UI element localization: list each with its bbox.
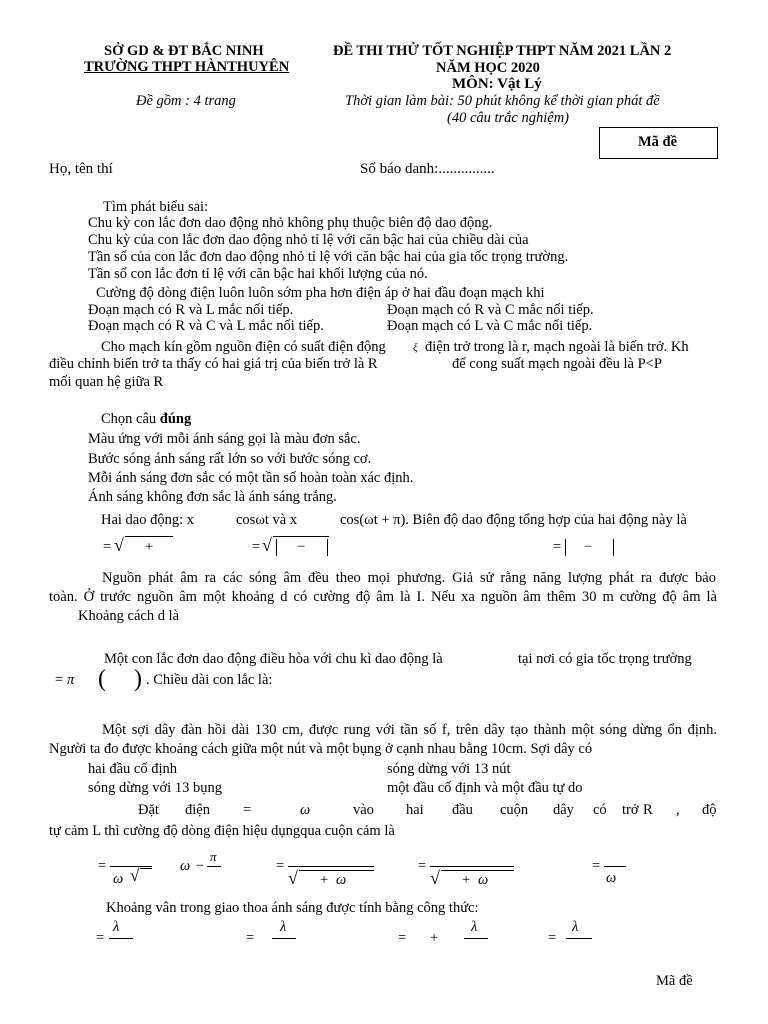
candidate-name-label: Họ, tên thí bbox=[49, 161, 113, 177]
answer-option: Đoạn mạch có L và C mắc nối tiếp. bbox=[387, 318, 593, 334]
question-word: dây bbox=[553, 802, 574, 818]
minus-sign: − bbox=[584, 539, 593, 555]
question-stem: Cường độ dòng điện luôn luôn sớm pha hơn điện áp ở hai đầu đoạn mạch khi bbox=[96, 285, 545, 301]
answer-option: Chu kỳ con lắc đơn dao động nhỏ không phụ thuộc biên độ dao động. bbox=[88, 215, 493, 231]
sqrt-symbol: √ bbox=[288, 868, 298, 888]
lambda-symbol: λ bbox=[113, 919, 120, 935]
paren-left: ( bbox=[98, 666, 106, 692]
question-text: toàn. Ở trước nguồn âm một khoảng d có cường độ âm là I. Nếu xa nguồn âm thêm 30 m cường độ âm là bbox=[49, 589, 717, 605]
answer-option: sóng dừng với 13 nút bbox=[387, 761, 511, 777]
answer-option: một đầu cố định và một đầu tự do bbox=[387, 780, 583, 796]
equals-sign: = bbox=[246, 930, 255, 946]
school-year: NĂM HỌC 2020 bbox=[436, 60, 540, 76]
paren-right: ) bbox=[134, 666, 142, 692]
answer-option: hai đầu cố định bbox=[88, 761, 177, 777]
question-word: độ bbox=[702, 802, 717, 818]
abs-bar bbox=[565, 539, 566, 556]
question-word: điện bbox=[185, 802, 210, 818]
equals-sign: = bbox=[252, 539, 261, 555]
plus-sign: + bbox=[462, 872, 471, 888]
question-word: vào bbox=[353, 802, 374, 818]
sqrt-symbol: √ bbox=[114, 535, 124, 555]
answer-option: Màu ứng với mỗi ánh sáng gọi là màu đơn sắc. bbox=[88, 431, 361, 447]
fraction-bar bbox=[430, 866, 514, 867]
question-text: Một sợi dây đàn hồi dài 130 cm, được rung với tần số f, trên dây tạo thành một sóng dừng ổn định. bbox=[102, 722, 717, 738]
question-text: Khoảng cách d là bbox=[78, 608, 180, 624]
question-text: cosωt và x bbox=[236, 512, 298, 528]
question-word: , bbox=[676, 802, 680, 818]
plus-sign: + bbox=[430, 930, 439, 946]
answer-option: Chu kỳ của con lắc đơn dao động nhỏ tỉ lệ với căn bậc hai của chiều dài của bbox=[88, 232, 529, 248]
question-text: mối quan hệ giữa R bbox=[49, 374, 164, 390]
omega-symbol: ω bbox=[336, 872, 347, 888]
question-word: ω bbox=[300, 802, 311, 818]
question-word: đầu bbox=[452, 802, 473, 818]
answer-option: Ánh sáng không đơn sắc là ánh sáng trắng. bbox=[88, 489, 337, 505]
question-word: hai bbox=[406, 802, 424, 818]
sqrt-symbol: √ bbox=[130, 866, 140, 885]
equals-sign: = bbox=[398, 930, 407, 946]
answer-option: sóng dừng với 13 bụng bbox=[88, 780, 222, 796]
minus-sign: − bbox=[196, 858, 205, 874]
fraction-bar bbox=[272, 938, 296, 939]
question-text: Nguồn phát âm ra các sóng âm đều theo mọi phương. Giả sử rằng năng lượng phát ra được bảo bbox=[102, 570, 716, 586]
question-word: Đặt bbox=[138, 802, 159, 818]
question-text: Cho mạch kín gồm nguồn điện có suất điện động bbox=[101, 339, 386, 355]
omega-symbol: ω bbox=[113, 871, 124, 887]
question-text: Hai dao động: x bbox=[101, 512, 195, 528]
fraction-bar bbox=[604, 866, 626, 867]
pi-symbol: π bbox=[67, 672, 75, 688]
equals-sign: = bbox=[592, 858, 601, 874]
lambda-symbol: λ bbox=[280, 919, 287, 935]
plus-sign: + bbox=[320, 872, 329, 888]
abs-bar bbox=[327, 539, 328, 556]
question-stem: Chọn câu đúng bbox=[101, 411, 192, 427]
sqrt-symbol: √ bbox=[262, 535, 272, 555]
answer-option: Bước sóng ánh sáng rất lớn so với bước sóng cơ. bbox=[88, 451, 372, 467]
fraction-bar bbox=[464, 938, 488, 939]
emf-symbol: ξ bbox=[413, 342, 418, 354]
exam-code-box bbox=[599, 127, 718, 159]
question-word: có bbox=[593, 802, 607, 818]
fraction-bar bbox=[207, 866, 221, 867]
question-count: (40 câu trắc nghiệm) bbox=[447, 110, 570, 126]
question-stem: Tìm phát biểu sai: bbox=[103, 199, 209, 215]
exam-title: ĐỀ THI THỬ TỐT NGHIỆP THPT NĂM 2021 LẦN 2 bbox=[333, 43, 672, 59]
question-text: điện trở trong là r, mạch ngoài là biến trở. Kh bbox=[425, 339, 689, 355]
question-text: . Chiều dài con lắc là: bbox=[146, 672, 273, 688]
answer-option: Đoạn mạch có R và C mắc nối tiếp. bbox=[387, 302, 594, 318]
omega-symbol: ω bbox=[606, 870, 617, 886]
lambda-symbol: λ bbox=[471, 919, 478, 935]
school-name: TRƯỜNG THPT HÀNTHUYÊN bbox=[84, 59, 290, 75]
fraction-bar bbox=[566, 938, 592, 939]
fraction-bar bbox=[288, 866, 374, 867]
question-text: cos(ωt + π). Biên độ dao động tổng hợp của hai động này là bbox=[340, 512, 687, 528]
question-text: để cong suất mạch ngoài đều là P<P bbox=[452, 356, 662, 372]
fraction-bar bbox=[109, 938, 133, 939]
sqrt-bar bbox=[273, 536, 329, 537]
answer-option: Đoạn mạch có R và L mắc nối tiếp. bbox=[88, 302, 294, 318]
sqrt-symbol: √ bbox=[430, 868, 440, 888]
equals-sign: = bbox=[418, 858, 427, 874]
pi-symbol: π bbox=[210, 849, 217, 864]
page-count: Đề gồm : 4 trang bbox=[136, 93, 236, 109]
question-text: tại nơi có gia tốc trọng trường bbox=[518, 651, 692, 667]
subject: MÔN: Vật Lý bbox=[452, 76, 542, 92]
equals-sign: = bbox=[548, 930, 557, 946]
equals-sign: = bbox=[276, 858, 285, 874]
question-word: = bbox=[243, 802, 252, 818]
candidate-id-label: Số báo danh:............... bbox=[360, 161, 495, 177]
question-text: điều chỉnh biến trở ta thấy có hai giá trị của biến trở là R bbox=[49, 356, 378, 372]
lambda-symbol: λ bbox=[572, 919, 579, 935]
sqrt-bar bbox=[299, 870, 374, 871]
answer-option: Tần số của con lắc đơn dao động nhỏ tỉ lệ với căn bậc hai của gia tốc trọng trường. bbox=[88, 249, 569, 265]
sqrt-bar bbox=[140, 868, 152, 869]
question-stem: Khoảng vân trong giao thoa ánh sáng được tính bằng công thức: bbox=[106, 900, 479, 916]
equals-sign: = bbox=[553, 539, 562, 555]
exam-code-label: Mã đề bbox=[638, 134, 678, 150]
question-text: Người ta đo được khoảng cách giữa một nút và một bụng ở cạnh nhau bằng 10cm. Sợi dây có bbox=[49, 741, 593, 757]
answer-option: Tần số con lắc đơn tỉ lệ với căn bậc hai khối lượng của nó. bbox=[88, 266, 428, 282]
answer-option: Mỗi ánh sáng đơn sắc có một tần số hoàn toàn xác định. bbox=[88, 470, 414, 486]
question-text: tự cảm L thì cường độ dòng điện hiệu dụngqua cuộn cảm là bbox=[49, 823, 395, 839]
footer-exam-code: Mã đề bbox=[656, 973, 693, 989]
equals-sign: = bbox=[103, 539, 112, 555]
abs-bar bbox=[276, 539, 277, 556]
plus-sign: + bbox=[145, 539, 154, 555]
question-word: trở bbox=[622, 802, 639, 818]
time-allowed: Thời gian làm bài: 50 phút không kể thời gian phát đề bbox=[345, 93, 660, 109]
omega-symbol: ω bbox=[180, 858, 191, 874]
answer-option: Đoạn mạch có R và C và L mắc nối tiếp. bbox=[88, 318, 324, 334]
minus-sign: − bbox=[297, 539, 306, 555]
equals-sign: = bbox=[98, 858, 107, 874]
question-word: R bbox=[643, 802, 653, 818]
sqrt-bar bbox=[441, 870, 514, 871]
omega-symbol: ω bbox=[478, 872, 489, 888]
sqrt-bar bbox=[125, 536, 173, 537]
question-text: Một con lắc đơn dao động điều hòa với chu kì dao động là bbox=[104, 651, 443, 667]
question-word: cuộn bbox=[500, 802, 529, 818]
equals-sign: = bbox=[55, 672, 64, 688]
abs-bar bbox=[613, 539, 614, 556]
department-name: SỞ GD & ĐT BẮC NINH bbox=[104, 43, 264, 59]
equals-sign: = bbox=[96, 930, 105, 946]
